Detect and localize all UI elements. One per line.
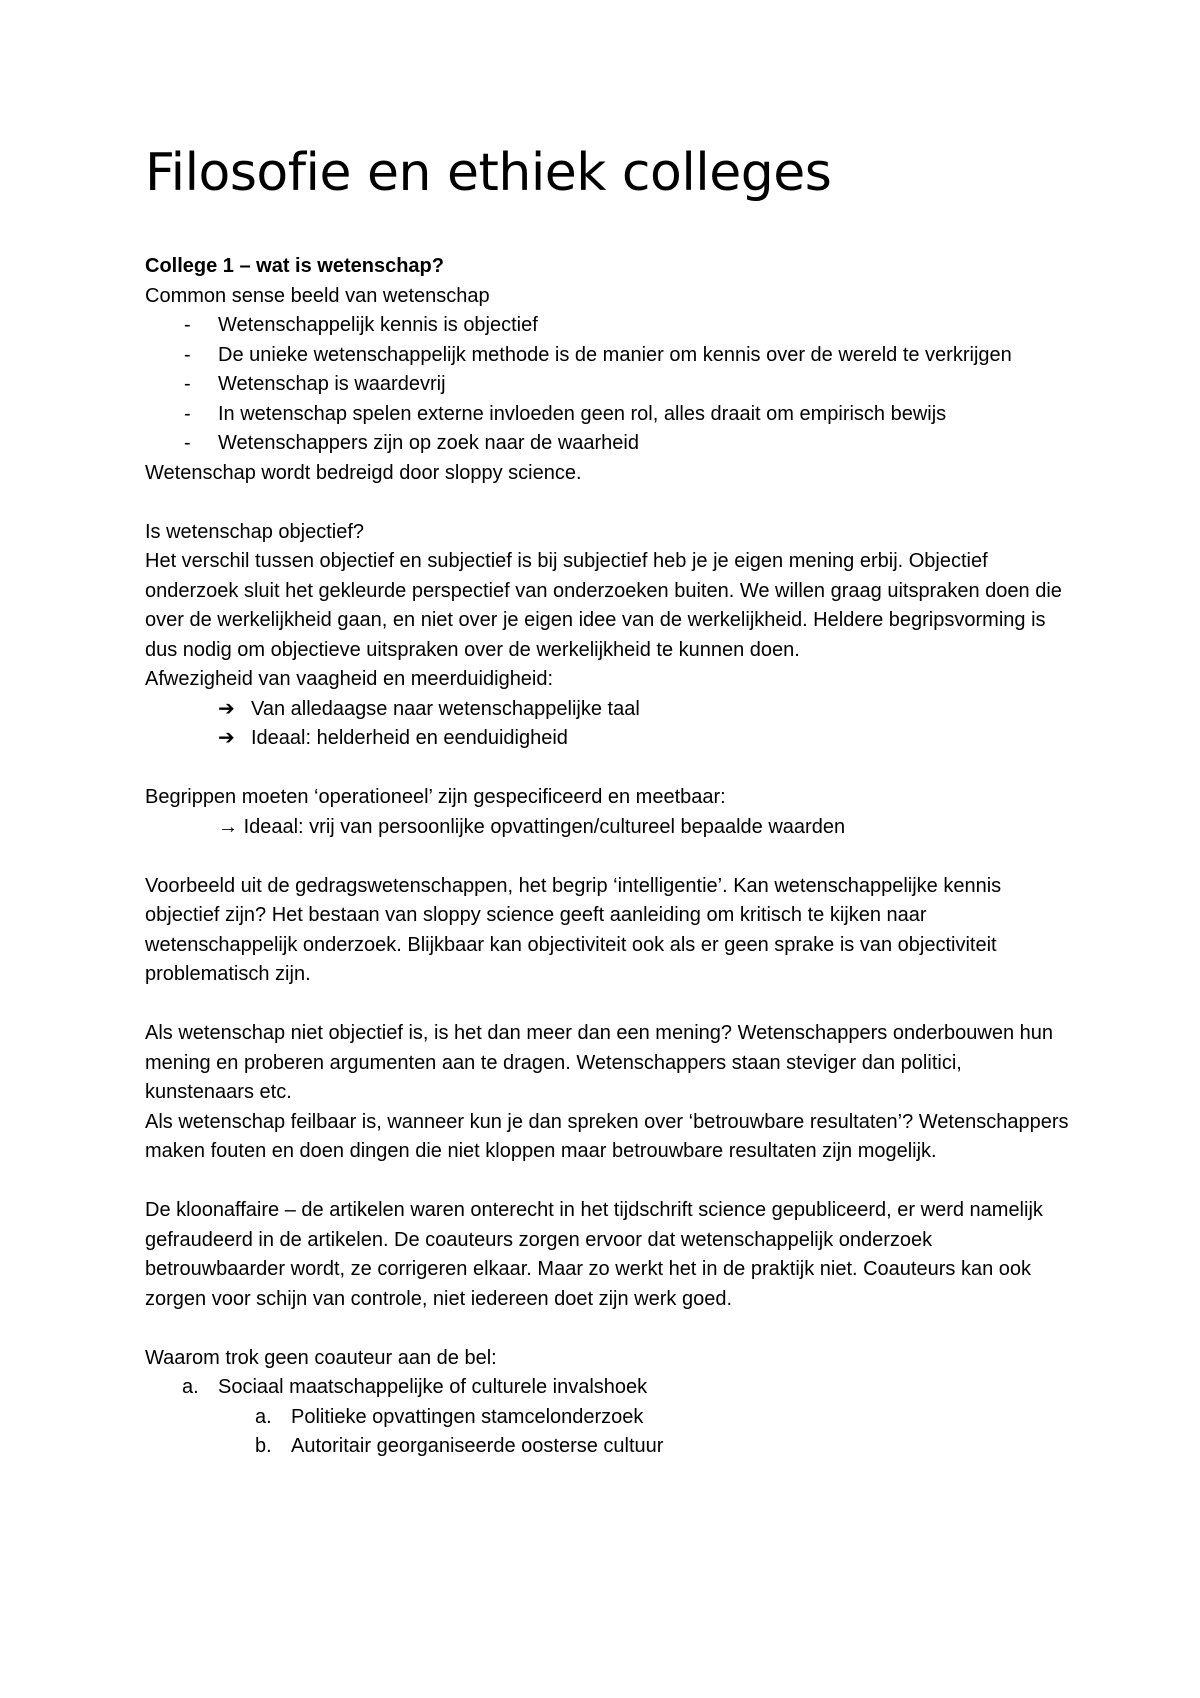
objectief-paragraph: Het verschil tussen objectief en subjectief is bij subjectief heb je je eigen mening erbij. Objectief onderzoek sluit het gekleurde perspectief van onderzoeken buiten. We willen graag uitspraken doen die over de werkelijkheid gaan, en niet over je eigen idee van de werkelijkheid. Heldere begripsvorming is dus nodig om objectieve uitspraken over de werkelijkheid te kunnen doen. [145,550,1062,661]
voorbeeld-paragraph: Voorbeeld uit de gedragswetenschappen, het begrip ‘intelligentie’. Kan wetenschappelijke kennis objectief zijn? Het bestaan van sloppy science geeft aanleiding om kritisch te kijken naar wetenschappelijk onderzoek. Blijkbaar kan objectiviteit ook als er geen sprake is van objectiviteit problematisch zijn. [145,874,1002,985]
college-heading: College 1 – wat is wetenschap? [145,255,444,277]
list-marker: a. [255,1405,272,1428]
arrow-icon: ➔ [218,697,235,720]
dash-marker: - [184,432,191,454]
spacer [145,1167,1075,1197]
vaagheid-intro: Afwezigheid van vaagheid en meerduidigheid: [145,668,554,690]
list-marker: b. [255,1435,272,1457]
spacer [145,842,1075,872]
list-marker: a. [182,1376,199,1398]
spacer [145,754,1075,784]
list-item: a. Politieke opvattingen stamcelonderzoek [145,1403,1075,1433]
begrippen-intro: Begrippen moeten ‘operationeel’ zijn gespecificeerd en meetbaar: [145,786,726,808]
dash-marker: - [184,343,191,366]
list-item: - Wetenschappelijk kennis is objectief [145,311,1075,341]
sloppy-science-line: Wetenschap wordt bedreigd door sloppy science. [145,461,582,484]
arrow-icon: ➔ [218,727,235,749]
spacer [145,990,1075,1020]
common-sense-list [145,311,1075,459]
list-item: a. Sociaal maatschappelijke of culturele invalshoek [145,1373,1075,1403]
vaagheid-list [145,695,1075,754]
mening-paragraph: Als wetenschap niet objectief is, is het dan meer dan een mening? Wetenschappers onderbouwen hun mening en proberen argumenten aan te dragen. Wetenschappers staan steviger dan politici, kunstenaars etc. [145,1022,1053,1103]
list-item: - Wetenschap is waardevrij [145,370,1075,400]
objectief-question: Is wetenschap objectief? [145,520,365,543]
list-item: - Wetenschappers zijn op zoek naar de waarheid [145,429,1075,459]
document-page [145,140,1075,1462]
list-item: - In wetenschap spelen externe invloeden geen rol, alles draait om empirisch bewijs [145,400,1075,430]
spacer [145,1314,1075,1344]
kloonaffaire-paragraph: De kloonaffaire – de artikelen waren onterecht in het tijdschrift science gepubliceerd, er werd namelijk gefraudeerd in de artikelen. De coauteurs zorgen ervoor dat wetenschappelijk onderzoek betrouwbaarder wordt, ze corrigeren elkaar. Maar zo werkt het in de praktijk niet. Coauteurs kan ook zorgen voor schijn van controle, niet iedereen doet zijn werk goed. [145,1199,1043,1310]
bel-intro: Waarom trok geen coauteur aan de bel: [145,1346,497,1369]
feilbaar-paragraph: Als wetenschap feilbaar is, wanneer kun je dan spreken over ‘betrouwbare resultaten’? Wetenschappers maken fouten en doen dingen die niet kloppen maar betrouwbare resultaten zijn mogelijk. [145,1110,1069,1162]
begrippen-item: → Ideaal: vrij van persoonlijke opvattingen/cultureel bepaalde waarden [218,815,846,838]
list-item: ➔ Van alledaagse naar wetenschappelijke taal [145,695,1075,725]
list-item: ➔ Ideaal: helderheid en eenduidigheid [145,724,1075,754]
list-item: b. Autoritair georganiseerde oosterse cultuur [145,1432,1075,1462]
common-sense-intro: Common sense beeld van wetenschap [145,284,490,307]
dash-marker: - [184,402,191,425]
list-item: - De unieke wetenschappelijk methode is de manier om kennis over de wereld te verkrijgen [145,341,1075,371]
dash-marker: - [184,314,191,336]
arrow-icon: → [218,815,238,838]
document-title: Filosofie en ethiek colleges [145,143,832,203]
spacer [145,488,1075,518]
dash-marker: - [184,373,191,395]
